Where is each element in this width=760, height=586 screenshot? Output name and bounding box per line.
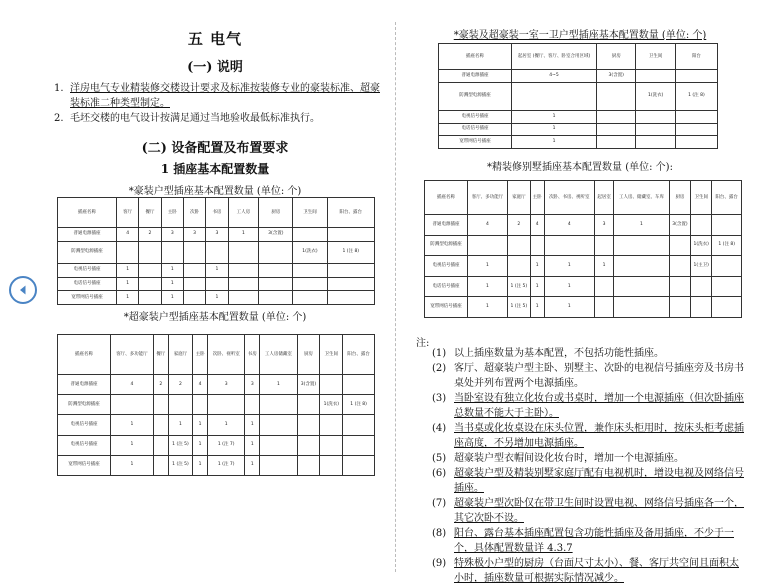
table-row: 宽带网信号插座 1 1 (注 5) 1 1 bbox=[425, 297, 742, 318]
table-row: 电话信号插座 1 bbox=[439, 123, 718, 136]
table-row: 电视信号插座 1 1 1 1 1(主卫) bbox=[425, 256, 742, 277]
table2-caption: *超豪装户型插座基本配置数量 (单位: 个) bbox=[123, 312, 307, 323]
table-villa bbox=[424, 180, 742, 318]
intro-notes bbox=[54, 81, 384, 126]
intro-note: 2. 毛坯交楼的电气设计按满足通过当地验收最低标准执行。 bbox=[54, 113, 320, 124]
table-header-row: 插座名称 客厅 餐厅 主卧 次卧 书房 工人房 厨房 卫生间 阳台、露台 bbox=[58, 198, 375, 228]
table-row: 电话信号插座 1 1 bbox=[58, 277, 375, 291]
footnote: (1) 以上插座数量为基本配置，不包括功能性插座。 bbox=[432, 348, 664, 359]
footnote: (5) 超豪装户型衣帽间设化妆台时，增加一个电源插座。 bbox=[432, 453, 684, 464]
table-row: 电视信号插座 1 1 1 bbox=[58, 263, 375, 277]
table-row: 防溅型电源插座 1(洗衣) 1 (注 8) bbox=[58, 241, 375, 263]
footnote: (9) 特殊极小户型的厨房（台面尺寸太小）、餐、客厅共空间且面积太小时，插座数量可根据实际情况减少。 bbox=[432, 558, 739, 584]
table-row: 普通电源插座 4 2 4 4 3 1 3(含置) bbox=[425, 215, 742, 236]
footnote: (2) 客厅、超豪装户型主卧、别墅主、次卧的电视信号插座旁及书房书桌处并列布置两个电源插座。 bbox=[432, 363, 744, 389]
table-row: 防溅型电源插座 1(洗衣) 1 (注 8) bbox=[439, 82, 718, 110]
table-row: 普通电源插座 4~5 3(含置) bbox=[439, 70, 718, 83]
footnote: (8) 阳台、露台基本插座配置包含功能性插座及备用插座，不少于一个，具体配置数量详 4.3.7 bbox=[432, 528, 734, 554]
footnote: (7) 超豪装户型次卧仅在带卫生间时设置电视、网络信号插座各一个，其它次卧不设。 bbox=[432, 498, 744, 524]
table-row: 宽带网信号插座 1 1 (注 5) 1 1 (注 7) 1 bbox=[58, 455, 375, 475]
table-luxury bbox=[57, 197, 375, 305]
table-one-room bbox=[438, 43, 718, 149]
intro-note: 1. 洋房电气专业精装修交楼设计要求及标准按装修专业的豪装标准、超豪装标准二种类型制定。 bbox=[54, 83, 380, 109]
footnote: (6) 超豪装户型及精装别墅家庭厅配有电视机时，增设电视及网络信号插座。 bbox=[432, 468, 744, 494]
chapter-title: 五 电气 bbox=[187, 30, 243, 48]
table1-caption: *豪装户型插座基本配置数量 (单位: 个) bbox=[128, 186, 302, 197]
table-row: 普通电源插座 4 2 2 4 3 3 1 3(含置) bbox=[58, 375, 375, 395]
subsection-title: 1 插座基本配置数量 bbox=[160, 162, 270, 176]
section-title-equipment: (二) 设备配置及布置要求 bbox=[141, 141, 289, 156]
table-row: 宽带网信号插座 1 1 1 bbox=[58, 291, 375, 305]
section-title-description: (一) 说明 bbox=[187, 60, 243, 75]
table-row: 防溅型电源插座 1(洗衣) 1 (注 8) bbox=[58, 395, 375, 415]
page-divider bbox=[395, 22, 396, 572]
table-row: 宽带网信号插座 1 bbox=[439, 136, 718, 149]
table-super-luxury bbox=[57, 334, 375, 476]
footnote: (3) 当卧室设有独立化妆台或书桌时，增加一个电源插座（但次卧插座总数量不能大于主卧）。 bbox=[432, 393, 744, 419]
chevron-left-icon bbox=[17, 284, 29, 296]
table-header-row: 插座名称 起居室 (餐厅、客厅、卧室合用区域) 厨房 卫生间 阳台 bbox=[439, 44, 718, 70]
table-row: 电视信号插座 1 bbox=[439, 110, 718, 123]
footnote: (4) 当书桌或化妆桌设在床头位置，兼作床头柜用时，按床头柜考虑插座高度，不另增加电源插座。 bbox=[432, 423, 744, 449]
table3-caption: *豪装及超豪装一室一卫户型插座基本配置数量 (单位: 个) bbox=[453, 30, 707, 41]
footnotes bbox=[432, 346, 744, 586]
table-row: 普通电源插座 4 2 3 3 3 1 3(含置) bbox=[58, 228, 375, 242]
previous-page-button[interactable] bbox=[9, 276, 37, 304]
table-row: 电话信号插座 1 1 (注 5) 1 1 bbox=[425, 276, 742, 297]
table4-caption: *精装修别墅插座基本配置数量 (单位: 个): bbox=[487, 162, 673, 173]
notes-title: 注: bbox=[416, 338, 430, 349]
table-row: 电视信号插座 1 1 1 1 1 bbox=[58, 415, 375, 435]
table-header-row: 插座名称 客厅、多功能厅 餐厅 家庭厅 主卧 次卧、视听室 书房 工人房储藏室 厨房 卫生间 阳台、露台 bbox=[58, 335, 375, 375]
table-header-row: 插座名称 客厅、多功能厅 家庭厅 主卧 次卧、书房、视听室 起居室 工人房、储藏室、车库 厨房 卫生间 阳台、露台 bbox=[425, 181, 742, 215]
table-row: 防溅型电源插座 1(洗衣) 1 (注 8) bbox=[425, 235, 742, 256]
table-row: 电视信号插座 1 1 (注 5) 1 1 (注 7) 1 bbox=[58, 435, 375, 455]
